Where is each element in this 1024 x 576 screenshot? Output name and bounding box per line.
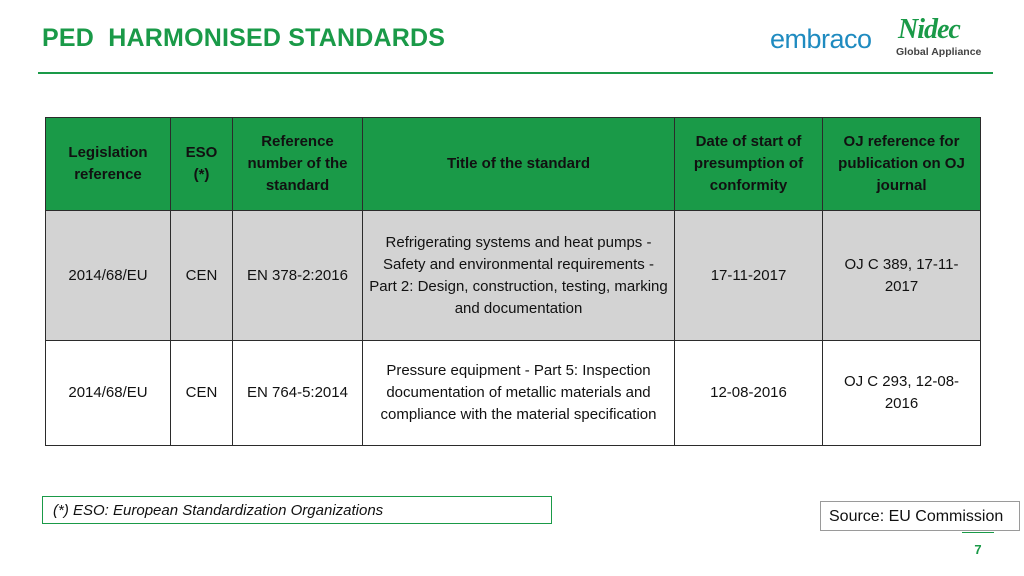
embraco-logo: embraco bbox=[770, 24, 872, 54]
header-legislation-reference: Legislation reference bbox=[46, 118, 171, 211]
header-title: Title of the standard bbox=[363, 118, 675, 211]
cell-title: Refrigerating systems and heat pumps - Safety and environmental requirements - Part 2: Design, construction, testing, marking and documentation bbox=[363, 211, 675, 341]
page-title: PED HARMONISED STANDARDS bbox=[42, 24, 446, 52]
cell-legislation: 2014/68/EU bbox=[46, 341, 171, 446]
cell-oj-reference: OJ C 293, 12-08-2016 bbox=[823, 341, 981, 446]
page-number: 7 bbox=[974, 542, 982, 557]
nidec-wordmark-graphic bbox=[896, 14, 996, 44]
harmonised-standards-table bbox=[45, 117, 981, 446]
table-row bbox=[46, 211, 981, 341]
cell-oj-reference: OJ C 389, 17-11-2017 bbox=[823, 211, 981, 341]
cell-title: Pressure equipment - Part 5: Inspection documentation of metallic materials and compliance with the material specification bbox=[363, 341, 675, 446]
nidec-logo-subtitle: Global Appliance bbox=[896, 46, 982, 58]
header-date-presumption: Date of start of presumption of conformity bbox=[675, 118, 823, 211]
header-reference-number: Reference number of the standard bbox=[233, 118, 363, 211]
nidec-wordmark-text: Nidec bbox=[898, 14, 960, 44]
cell-eso: CEN bbox=[171, 341, 233, 446]
source-note: Source: EU Commission bbox=[820, 501, 1020, 531]
header-eso: ESO (*) bbox=[171, 118, 233, 211]
cell-legislation: 2014/68/EU bbox=[46, 211, 171, 341]
cell-reference-number: EN 378-2:2016 bbox=[233, 211, 363, 341]
page-number-divider bbox=[962, 532, 994, 533]
table-header-row bbox=[46, 118, 981, 211]
header-divider bbox=[38, 72, 993, 74]
header-oj-reference: OJ reference for publication on OJ journal bbox=[823, 118, 981, 211]
cell-date: 12-08-2016 bbox=[675, 341, 823, 446]
cell-eso: CEN bbox=[171, 211, 233, 341]
cell-reference-number: EN 764-5:2014 bbox=[233, 341, 363, 446]
nidec-logo bbox=[896, 14, 996, 58]
cell-date: 17-11-2017 bbox=[675, 211, 823, 341]
eso-footnote: (*) ESO: European Standardization Organizations bbox=[42, 496, 552, 524]
table-row bbox=[46, 341, 981, 446]
